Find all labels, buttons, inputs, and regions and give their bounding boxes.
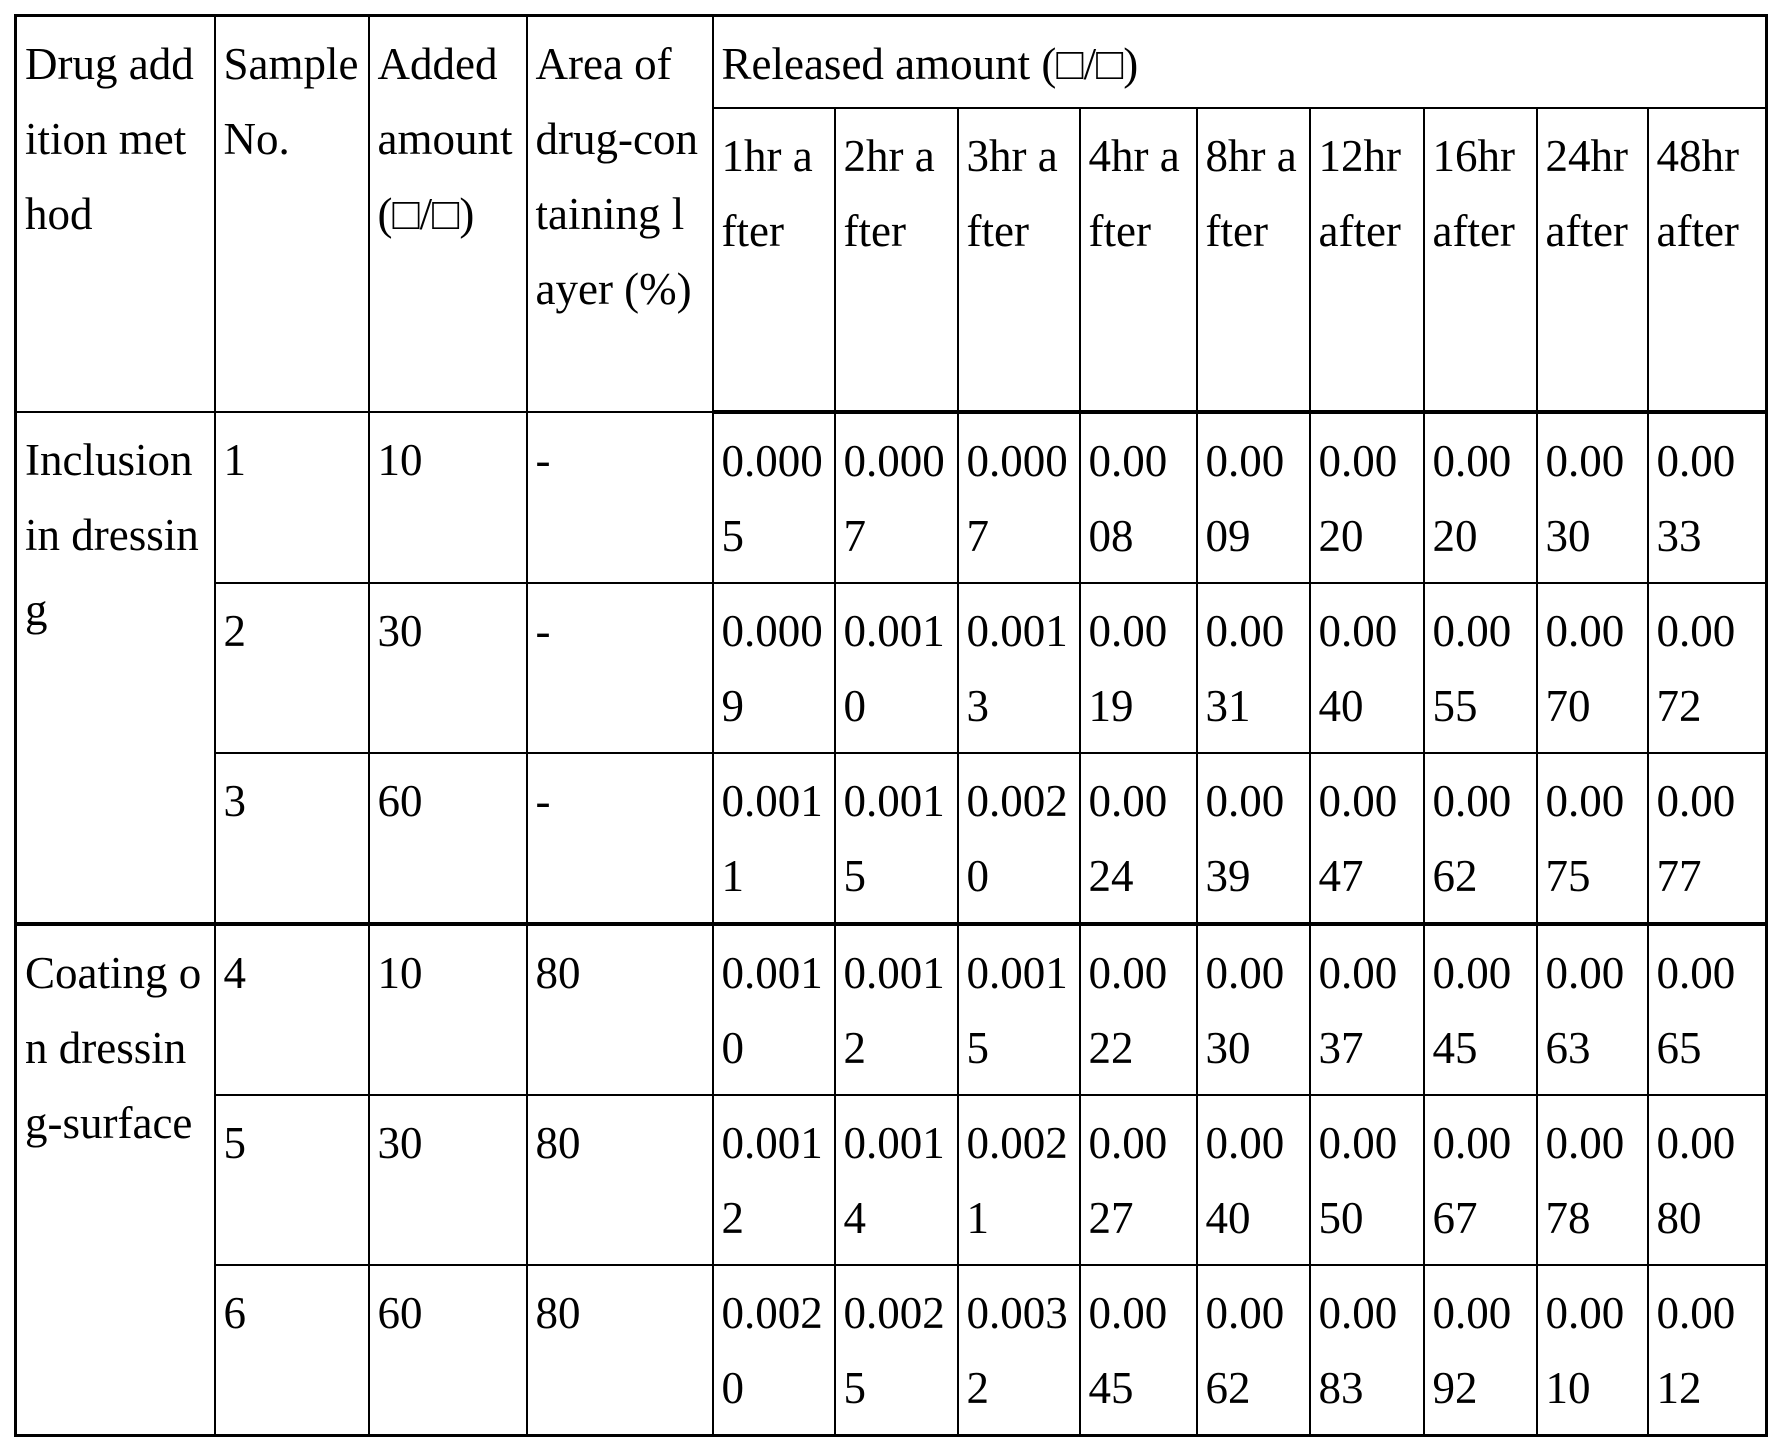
table-row — [16, 412, 1767, 583]
released-value-cell: 0.0065 — [1648, 924, 1767, 1095]
added-cell: 10 — [369, 924, 527, 1095]
released-value-cell: 0.0063 — [1537, 924, 1648, 1095]
header-time: 8hr after — [1197, 108, 1310, 412]
released-value-cell: 0.0078 — [1537, 1095, 1648, 1265]
released-value-cell: 0.0039 — [1197, 753, 1310, 924]
released-value-cell: 0.0092 — [1424, 1265, 1537, 1436]
released-value-cell: 0.0045 — [1080, 1265, 1197, 1436]
header-time: 24hr after — [1537, 108, 1648, 412]
header-added-amount: Added amount (□/□) — [369, 16, 527, 413]
table-row — [16, 1265, 1767, 1436]
table-row — [16, 583, 1767, 753]
sample-cell: 1 — [215, 412, 369, 583]
released-value-cell: 0.0025 — [835, 1265, 958, 1436]
area-cell: - — [527, 583, 713, 753]
released-value-cell: 0.0062 — [1424, 753, 1537, 924]
sample-cell: 4 — [215, 924, 369, 1095]
sample-cell: 3 — [215, 753, 369, 924]
released-value-cell: 0.0067 — [1424, 1095, 1537, 1265]
header-time: 4hr after — [1080, 108, 1197, 412]
table-row — [16, 924, 1767, 1095]
released-value-cell: 0.0031 — [1197, 583, 1310, 753]
released-value-cell: 0.0037 — [1310, 924, 1424, 1095]
area-cell: 80 — [527, 924, 713, 1095]
released-value-cell: 0.0020 — [1424, 412, 1537, 583]
header-time: 3hr after — [958, 108, 1080, 412]
area-cell: 80 — [527, 1265, 713, 1436]
added-cell: 10 — [369, 412, 527, 583]
released-value-cell: 0.0012 — [1648, 1265, 1767, 1436]
released-value-cell: 0.0080 — [1648, 1095, 1767, 1265]
released-value-cell: 0.0030 — [1537, 412, 1648, 583]
area-cell: - — [527, 412, 713, 583]
released-value-cell: 0.0033 — [1648, 412, 1767, 583]
header-time: 2hr after — [835, 108, 958, 412]
released-value-cell: 0.0077 — [1648, 753, 1767, 924]
release-data-table — [14, 14, 1768, 1437]
released-value-cell: 0.0014 — [835, 1095, 958, 1265]
released-value-cell: 0.0015 — [835, 753, 958, 924]
released-value-cell: 0.0062 — [1197, 1265, 1310, 1436]
sample-cell: 2 — [215, 583, 369, 753]
released-value-cell: 0.0032 — [958, 1265, 1080, 1436]
released-value-cell: 0.0020 — [958, 753, 1080, 924]
released-value-cell: 0.0009 — [713, 583, 835, 753]
released-value-cell: 0.0020 — [713, 1265, 835, 1436]
released-value-cell: 0.0015 — [958, 924, 1080, 1095]
header-time: 12hr after — [1310, 108, 1424, 412]
added-cell: 30 — [369, 1095, 527, 1265]
released-value-cell: 0.0010 — [713, 924, 835, 1095]
released-value-cell: 0.0024 — [1080, 753, 1197, 924]
released-value-cell: 0.0021 — [958, 1095, 1080, 1265]
released-value-cell: 0.0022 — [1080, 924, 1197, 1095]
released-value-cell: 0.0007 — [958, 412, 1080, 583]
released-value-cell: 0.0072 — [1648, 583, 1767, 753]
released-value-cell: 0.0020 — [1310, 412, 1424, 583]
released-value-cell: 0.0083 — [1310, 1265, 1424, 1436]
area-cell: 80 — [527, 1095, 713, 1265]
released-value-cell: 0.0010 — [835, 583, 958, 753]
released-value-cell: 0.0027 — [1080, 1095, 1197, 1265]
released-value-cell: 0.0011 — [713, 753, 835, 924]
table-row — [16, 753, 1767, 924]
released-value-cell: 0.0013 — [958, 583, 1080, 753]
header-time: 16hr after — [1424, 108, 1537, 412]
released-value-cell: 0.0012 — [713, 1095, 835, 1265]
released-value-cell: 0.0040 — [1197, 1095, 1310, 1265]
sample-cell: 6 — [215, 1265, 369, 1436]
header-released-amount: Released amount (□/□) — [713, 16, 1767, 109]
added-cell: 60 — [369, 1265, 527, 1436]
table-row — [16, 1095, 1767, 1265]
released-value-cell: 0.0009 — [1197, 412, 1310, 583]
released-value-cell: 0.0047 — [1310, 753, 1424, 924]
area-cell: - — [527, 753, 713, 924]
released-value-cell: 0.0075 — [1537, 753, 1648, 924]
released-value-cell: 0.0030 — [1197, 924, 1310, 1095]
header-sample-no: Sample No. — [215, 16, 369, 413]
method-cell: Inclusion in dressing — [16, 412, 215, 924]
released-value-cell: 0.0040 — [1310, 583, 1424, 753]
released-value-cell: 0.0008 — [1080, 412, 1197, 583]
added-cell: 60 — [369, 753, 527, 924]
released-value-cell: 0.0019 — [1080, 583, 1197, 753]
header-time: 1hr after — [713, 108, 835, 412]
added-cell: 30 — [369, 583, 527, 753]
released-value-cell: 0.0010 — [1537, 1265, 1648, 1436]
released-value-cell: 0.0012 — [835, 924, 958, 1095]
released-value-cell: 0.0005 — [713, 412, 835, 583]
released-value-cell: 0.0007 — [835, 412, 958, 583]
sample-cell: 5 — [215, 1095, 369, 1265]
released-value-cell: 0.0050 — [1310, 1095, 1424, 1265]
method-cell: Coating on dressing-surface — [16, 924, 215, 1436]
released-value-cell: 0.0045 — [1424, 924, 1537, 1095]
header-time: 48hr after — [1648, 108, 1767, 412]
released-value-cell: 0.0055 — [1424, 583, 1537, 753]
released-value-cell: 0.0070 — [1537, 583, 1648, 753]
header-area: Area of drug-containing layer (%) — [527, 16, 713, 413]
header-method: Drug addition method — [16, 16, 215, 413]
